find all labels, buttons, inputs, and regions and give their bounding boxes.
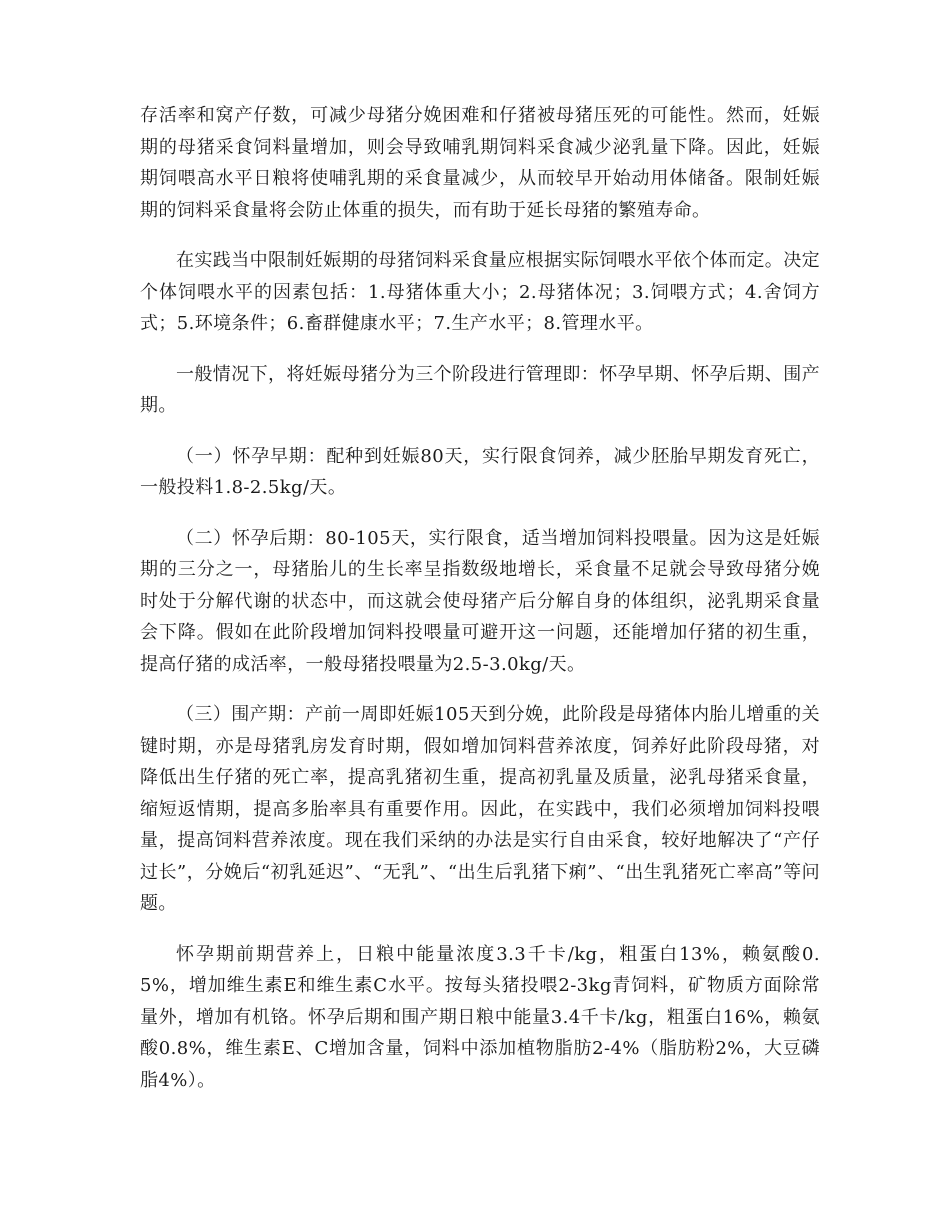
paragraph-late-pregnancy: （二）怀孕后期：80-105天，实行限食，适当增加饲料投喂量。因为这是妊娠期的三分之一，母猪胎儿的生长率呈指数级地增长，采食量不足就会导致母猪分娩时处于分解代谢的状态中，而这就会使母猪产后分解自身的体组织，泌乳期采食量会下降。假如在此阶段增加饲料投喂量可避开这一问题，还能增加仔猪的初生重，提高仔猪的成活率，一般母猪投喂量为2.5-3.0kg/天。 — [140, 527, 820, 675]
paragraph-continuation: 存活率和窝产仔数，可减少母猪分娩困难和仔猪被母猪压死的可能性。然而，妊娠期的母猪采食饲料量增加，则会导致哺乳期饲料采食减少泌乳量下降。因此，妊娠期饲喂高水平日粮将使哺乳期的采食量减少，从而较早开始动用体储备。限制妊娠期的饲料采食量将会防止体重的损失，而有助于延长母猪的繁殖寿命。 — [140, 105, 820, 221]
paragraph-three-stages: 一般情况下，将妊娠母猪分为三个阶段进行管理即：怀孕早期、怀孕后期、围产期。 — [140, 363, 820, 416]
paragraph-early-pregnancy: （一）怀孕早期：配种到妊娠80天，实行限食饲养，减少胚胎早期发育死亡，一般投料1.8-2.5kg/天。 — [140, 445, 820, 498]
paragraph-nutrition: 怀孕期前期营养上，日粮中能量浓度3.3千卡/kg，粗蛋白13%，赖氨酸0.5%，增加维生素E和维生素C水平。按每头猪投喂2-3kg青饲料，矿物质方面除常量外，增加有机铬。怀孕后期和围产期日粮中能量3.4千卡/kg，粗蛋白16%，赖氨酸0.8%，维生素E、C增加含量，饲料中添加植物脂肪2-4%（脂肪粉2%，大豆磷脂4%）。 — [140, 943, 820, 1091]
paragraph-perinatal-period: （三）围产期：产前一周即妊娠105天到分娩，此阶段是母猪体内胎儿增重的关键时期，亦是母猪乳房发育时期，假如增加饲料营养浓度，饲养好此阶段母猪，对降低出生仔猪的死亡率，提高乳猪初生重，提高初乳量及质量，泌乳母猪采食量，缩短返情期，提高多胎率具有重要作用。因此，在实践中，我们必须增加饲料投喂量，提高饲料营养浓度。现在我们采纳的办法是实行自由采食，较好地解决了“产仔过长”，分娩后“初乳延迟”、“无乳”、“出生后乳猪下痢”、“出生乳猪死亡率高”等问题。 — [140, 704, 820, 914]
paragraph-feeding-level-factors: 在实践当中限制妊娠期的母猪饲料采食量应根据实际饲喂水平依个体而定。决定个体饲喂水平的因素包括：1.母猪体重大小；2.母猪体况；3.饲喂方式；4.舍饲方式；5.环境条件；6.畜群健康水平；7.生产水平；8.管理水平。 — [140, 250, 820, 334]
document-page — [140, 100, 820, 1115]
